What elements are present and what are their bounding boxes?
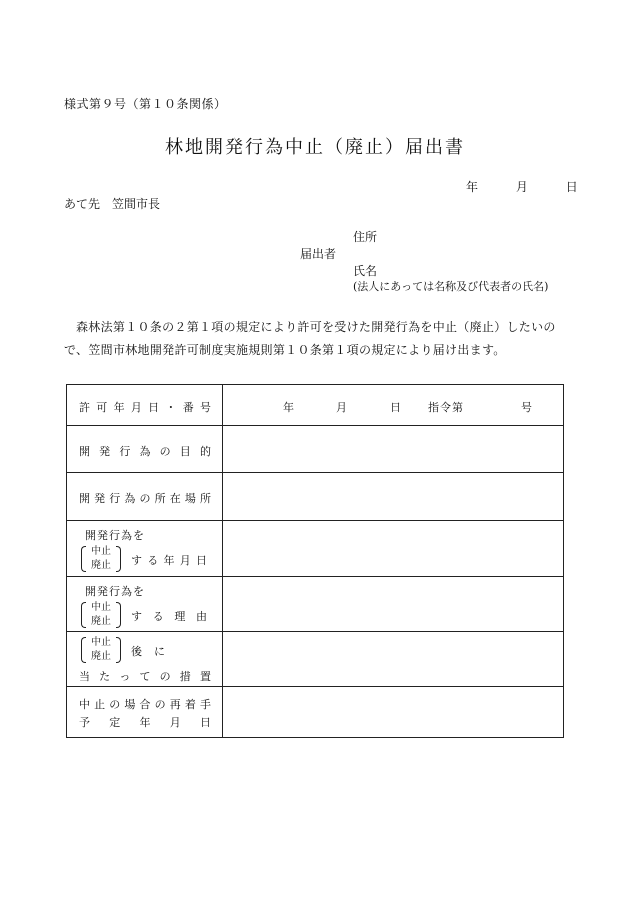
stop-date-label-cell <box>67 521 223 576</box>
body-paragraph: 森林法第１０条の２第１項の規定により許可を受けた開発行為を中止（廃止）したいので、笠間市林地開発許可制度実施規則第１０条第１項の規定により届け出ます。 <box>64 320 556 357</box>
label-char: 年 <box>139 716 151 729</box>
label-char: の <box>139 492 151 505</box>
measures-opt1: 中止 <box>91 637 111 648</box>
stop-date-opt2: 廃止 <box>91 560 111 571</box>
label-char: ・ <box>165 401 177 414</box>
location-value-cell[interactable] <box>223 473 563 520</box>
measures-label-cell <box>67 632 223 686</box>
submission-date <box>466 178 578 195</box>
addressee: あて先 笠間市長 <box>64 197 161 211</box>
notifier-label: 届出者 <box>300 247 337 261</box>
label-char: 由 <box>195 610 207 623</box>
label-char: 行 <box>109 492 121 505</box>
reason-suffix <box>131 608 207 624</box>
label-char: 発 <box>99 445 111 458</box>
measures-suffix <box>131 643 165 659</box>
label-char: 定 <box>109 716 121 729</box>
label-char: 為 <box>139 445 151 458</box>
table-row-stop-date <box>67 521 563 577</box>
page-title: 林地開発行為中止（廃止）届出書 <box>165 137 465 158</box>
label-char: 年 <box>113 401 125 414</box>
date-month: 月 <box>515 180 528 194</box>
reason-line1: 開発行為を <box>85 585 145 598</box>
label-char: る <box>147 554 159 567</box>
label-char: 目 <box>179 445 191 458</box>
permit-day: 日 <box>390 401 401 414</box>
purpose-label-cell <box>67 426 223 472</box>
location-label-cell <box>67 473 223 520</box>
measures-value-cell[interactable] <box>223 632 563 686</box>
label-char: 着 <box>184 698 196 711</box>
label-char: 番 <box>182 401 194 414</box>
name-label: 氏名 <box>353 264 378 278</box>
reason-opt1: 中止 <box>91 602 111 613</box>
label-char: 当 <box>79 670 90 683</box>
label-char: 行 <box>119 445 131 458</box>
label-char: の <box>159 670 171 683</box>
label-char: 予 <box>79 716 90 729</box>
details-table <box>66 384 564 738</box>
date-day: 日 <box>565 180 578 194</box>
label-char: す <box>131 554 142 567</box>
permit-label <box>79 399 211 415</box>
label-char: 中 <box>79 698 90 711</box>
label-char: 場 <box>124 698 136 711</box>
stop-date-suffix <box>131 552 207 568</box>
stop-date-opt1: 中止 <box>91 546 111 557</box>
label-char: の <box>159 445 171 458</box>
label-char: 可 <box>96 401 108 414</box>
table-row-measures <box>67 632 563 687</box>
location-label <box>79 490 211 506</box>
label-char: 措 <box>179 670 191 683</box>
form-number: 様式第９号（第１０条関係） <box>64 97 227 111</box>
permit-value-cell[interactable] <box>223 385 563 425</box>
stop-date-value-cell[interactable] <box>223 521 563 576</box>
address-label: 住所 <box>353 230 378 244</box>
label-char: の <box>154 698 166 711</box>
label-char: 後 <box>131 645 142 658</box>
stop-date-line1: 開発行為を <box>85 529 145 542</box>
table-row-purpose <box>67 426 563 473</box>
measures-opt2: 廃止 <box>91 651 111 662</box>
table-row-permit <box>67 385 563 426</box>
label-char: 日 <box>148 401 160 414</box>
restart-value-cell[interactable] <box>223 687 563 737</box>
label-char: 号 <box>199 401 211 414</box>
label-char: 日 <box>196 554 207 567</box>
label-char: 所 <box>154 492 166 505</box>
label-char: 理 <box>174 610 186 623</box>
label-char: 月 <box>130 401 142 414</box>
order-suffix: 号 <box>521 401 532 414</box>
label-char: 月 <box>169 716 181 729</box>
label-char: 発 <box>94 492 106 505</box>
purpose-label <box>79 443 211 459</box>
label-char: 開 <box>79 445 90 458</box>
label-char: の <box>109 698 121 711</box>
label-char: 年 <box>163 554 175 567</box>
reason-label-cell <box>67 577 223 631</box>
reason-value-cell[interactable] <box>223 577 563 631</box>
label-char: 場 <box>184 492 196 505</box>
table-row-reason <box>67 577 563 632</box>
reason-opt2: 廃止 <box>91 616 111 627</box>
label-char: て <box>139 670 151 683</box>
date-year: 年 <box>466 180 479 194</box>
label-char: る <box>152 610 164 623</box>
label-char: 開 <box>79 492 90 505</box>
label-char: 的 <box>199 445 211 458</box>
restart-line2 <box>79 714 211 730</box>
label-char: 月 <box>179 554 191 567</box>
purpose-value-cell[interactable] <box>223 426 563 472</box>
permit-month: 月 <box>336 401 347 414</box>
reason-bracket <box>81 601 121 629</box>
label-char: 為 <box>124 492 136 505</box>
label-char: 合 <box>139 698 151 711</box>
label-char: 手 <box>200 698 211 711</box>
stop-date-bracket <box>81 545 121 573</box>
label-char: 所 <box>200 492 211 505</box>
permit-label-cell <box>67 385 223 425</box>
order-prefix: 指令第 <box>428 401 464 414</box>
label-char: 止 <box>94 698 106 711</box>
permit-year: 年 <box>283 401 294 414</box>
restart-line1 <box>79 696 211 712</box>
measures-line2 <box>79 668 211 684</box>
restart-label-cell <box>67 687 223 737</box>
label-char: 在 <box>169 492 181 505</box>
name-note: (法人にあっては名称及び代表者の氏名) <box>353 280 549 293</box>
label-char: 許 <box>79 401 90 414</box>
label-char: 再 <box>169 698 181 711</box>
label-char: 日 <box>200 716 211 729</box>
label-char: た <box>99 670 111 683</box>
label-char: っ <box>119 670 131 683</box>
label-char: す <box>131 610 142 623</box>
table-row-restart <box>67 687 563 737</box>
label-char: に <box>154 645 165 658</box>
table-row-location <box>67 473 563 521</box>
label-char: 置 <box>199 670 211 683</box>
measures-bracket <box>81 636 121 664</box>
